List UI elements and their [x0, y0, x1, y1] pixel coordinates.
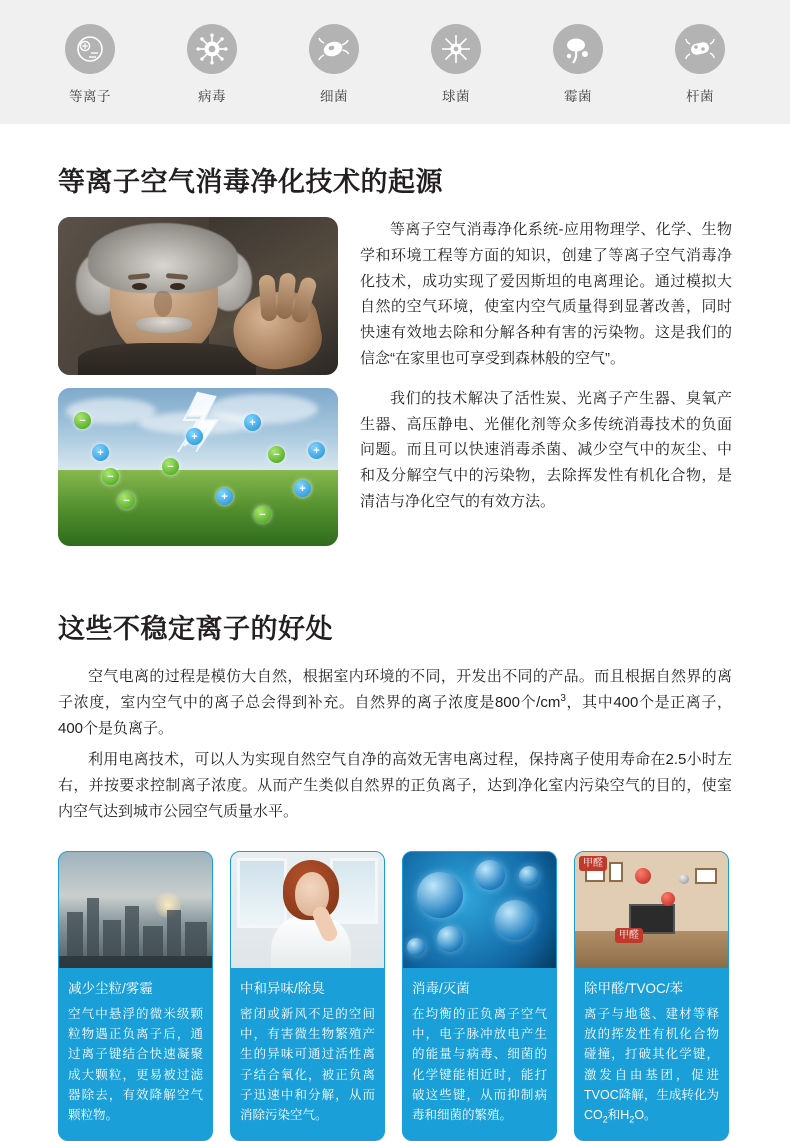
benefit-card-body: 空气中悬浮的微米级颗粒物遇正负离子后，通过离子键结合快速凝聚成大颗粒，更易被过滤器除去，有效降解空气颗粒物。: [68, 1006, 203, 1123]
origin-images: [58, 217, 338, 559]
benefit-card-body: 在均衡的正负离子空气中，电子脉冲放电产生的能量与病毒、细菌的化学键能相近时，能打破这些键，从而抑制病毒和细菌的繁殖。: [412, 1006, 547, 1123]
woman-smelling-odor-photo: [231, 852, 384, 968]
page-title-origin: 等离子空气消毒净化技术的起源: [58, 167, 443, 197]
smog-city-photo: [59, 852, 212, 968]
benefit-card-body: [575, 1004, 728, 1140]
h2o-subscript: 2: [629, 1114, 635, 1125]
icon-cell-virus: [156, 24, 268, 105]
icon-label: 等离子: [69, 89, 111, 104]
benefit-card-odor: [230, 851, 385, 1141]
icon-cell-bacteria: [278, 24, 390, 105]
origin-paragraph-2: 我们的技术解决了活性炭、光离子产生器、臭氧产生器、高压静电、光催化剂等众多传统消毒技术的负面问题。而且可以快速消毒杀菌、减少空气中的灰尘、中和及分解空气中的污染物，去除挥发性有机化合物，是清洁与净化空气的有效方法。: [360, 389, 732, 510]
co2-subscript: 2: [602, 1114, 608, 1125]
icon-label: 杆菌: [686, 89, 714, 104]
benefit-cards: [0, 851, 790, 1141]
status-badge-formaldehyde-2: 甲醛: [615, 928, 643, 944]
icon-cell-mold: [522, 24, 634, 105]
benefit-card-formaldehyde: [574, 851, 729, 1141]
einstein-portrait-photo: [58, 217, 338, 375]
living-room-formaldehyde-photo: [575, 852, 728, 968]
benefit-card-disinfect: [402, 851, 557, 1141]
benefit-card-body-part-a: 离子与地毯、建材等释放的挥发性有机化合物碰撞，打破其化学键，激发自由基团，促进TVOC降解，生成转化为CO: [584, 1006, 719, 1123]
virus-microscope-photo: [403, 852, 556, 968]
icon-label: 霉菌: [564, 89, 592, 104]
icon-label: 球菌: [442, 89, 470, 104]
origin-section: [0, 160, 790, 559]
benefit-card-title: 中和异味/除臭: [240, 980, 325, 996]
icon-cell-bacillus: [644, 24, 756, 105]
benefit-card-title: 除甲醛/TVOC/苯: [584, 980, 684, 996]
icon-label: 细菌: [320, 89, 348, 104]
mold-icon: [553, 24, 603, 74]
feature-icon-strip: [0, 0, 790, 124]
plasma-ion-icon: [65, 24, 115, 74]
benefit-card-title: 减少尘粒/雾霾: [68, 980, 153, 996]
benefit-card-dust: [58, 851, 213, 1141]
benefit-card-body-part-end: O。: [634, 1108, 657, 1123]
bacteria-icon: [309, 24, 359, 74]
benefit-card-title: 消毒/灭菌: [412, 980, 470, 996]
origin-paragraph-1: 等离子空气消毒净化系统-应用物理学、化学、生物学和环境工程等方面的知识，创建了等离子空气消毒净化技术，成功实现了爱因斯坦的电离理论。通过模拟大自然的空气环境，使室内空气质量得到显著改善，同时快速有效地去除和分解各种有害的污染物。这是我们的信念“在家里也可享受到森林般的空气”。: [360, 221, 732, 367]
benefits-paragraph-1: [58, 664, 732, 741]
icon-cell-plasma: [34, 24, 146, 105]
benefits-paragraph-1-part-b: ，其中400个是正离子，400个是负离子。: [58, 693, 733, 737]
benefits-text: [58, 664, 732, 825]
benefits-paragraph-2: 利用电离技术，可以人为实现自然空气自净的高效无害电离过程，保持离子使用寿命在2.5小时左右，并按要求控制离子浓度。从而产生类似自然界的正负离子，达到净化室内污染空气的目的，使室内空气达到城市公园空气质量水平。: [58, 751, 732, 820]
coccus-icon: [431, 24, 481, 74]
origin-text: [360, 217, 732, 529]
benefit-card-body: 密闭或新风不足的空间中，有害微生物繁殖产生的异味可通过活性离子结合氧化，被正负离子迅速中和分解，从而消除污染空气。: [240, 1006, 375, 1123]
page-title-benefits: 这些不稳定离子的好处: [58, 614, 333, 644]
origin-body: [58, 217, 732, 559]
benefits-section: [0, 607, 790, 825]
lightning-grassland-ion-photo: + − − + − + − + − + − +: [58, 388, 338, 546]
icon-cell-coccus: [400, 24, 512, 105]
icon-label: 病毒: [198, 89, 226, 104]
bacillus-icon: [675, 24, 725, 74]
benefit-card-body-part-mid: 和H: [607, 1108, 630, 1123]
benefits-paragraph-1-exponent: 3: [560, 692, 566, 704]
status-badge-formaldehyde-1: 甲醛: [579, 856, 607, 872]
benefits-paragraph-1-part-a: 空气电离的过程是模仿大自然，根据室内环境的不同，开发出不同的产品。而且根据自然界的离子浓度，室内空气中的离子总会得到补充。自然界的离子浓度是800个/cm: [58, 668, 732, 711]
virus-icon: [187, 24, 237, 74]
